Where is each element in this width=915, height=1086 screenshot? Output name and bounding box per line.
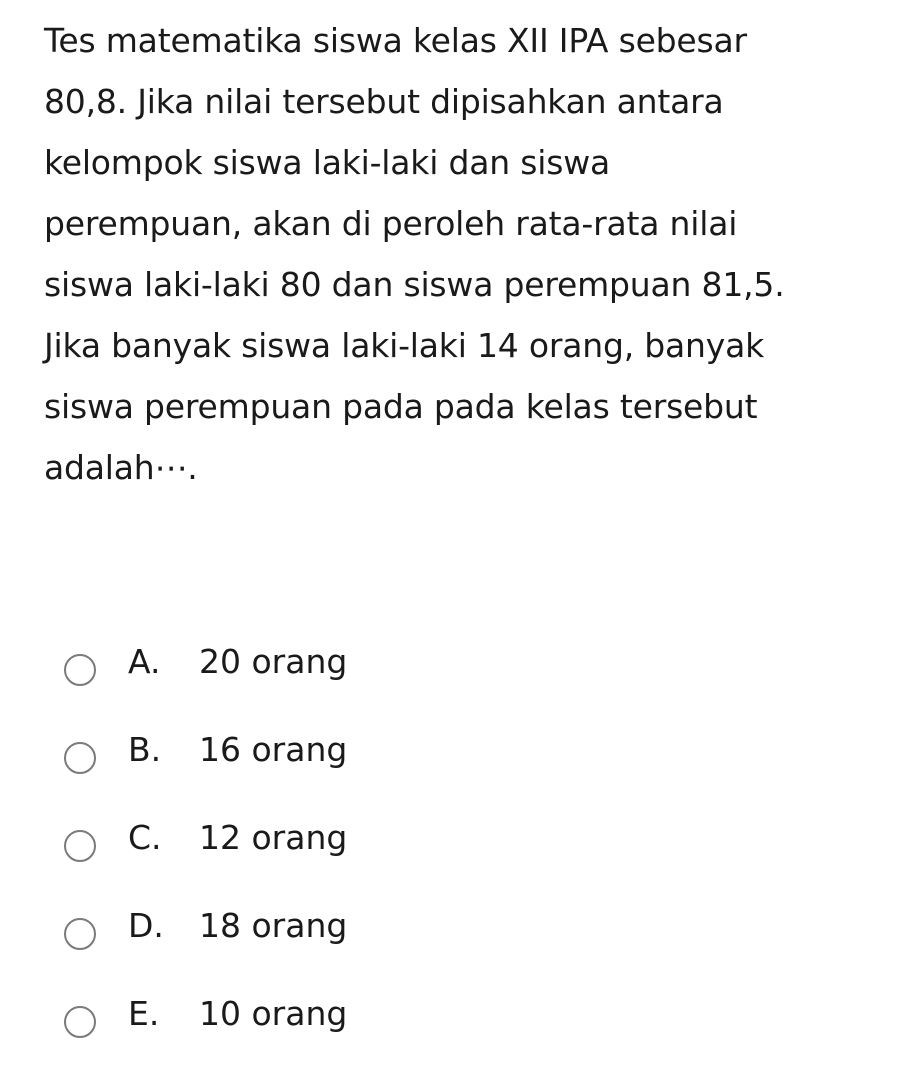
radio-button-d[interactable] xyxy=(64,918,96,950)
option-b[interactable] xyxy=(64,728,664,816)
question-line: perempuan, akan di peroleh rata-rata nilai xyxy=(44,204,738,243)
option-e[interactable] xyxy=(64,992,664,1080)
question-line: kelompok siswa laki-laki dan siswa xyxy=(44,143,611,182)
option-label: 20 orang xyxy=(199,642,348,681)
question-line: adalah⋯. xyxy=(44,448,198,487)
question-line: Jika banyak siswa laki-laki 14 orang, banyak xyxy=(44,326,765,365)
option-letter: C. xyxy=(128,818,162,857)
question-line: siswa perempuan pada pada kelas tersebut xyxy=(44,387,758,426)
radio-button-c[interactable] xyxy=(64,830,96,862)
option-label: 16 orang xyxy=(199,730,348,769)
question-line: 80,8. Jika nilai tersebut dipisahkan antara xyxy=(44,82,724,121)
option-letter: A. xyxy=(128,642,161,681)
option-d[interactable] xyxy=(64,904,664,992)
option-a[interactable] xyxy=(64,640,664,728)
option-label: 12 orang xyxy=(199,818,348,857)
radio-button-b[interactable] xyxy=(64,742,96,774)
question-line: siswa laki-laki 80 dan siswa perempuan 81,5. xyxy=(44,265,785,304)
option-c[interactable] xyxy=(64,816,664,904)
radio-button-a[interactable] xyxy=(64,654,96,686)
option-label: 18 orang xyxy=(199,906,348,945)
option-letter: D. xyxy=(128,906,164,945)
radio-button-e[interactable] xyxy=(64,1006,96,1038)
question-line: Tes matematika siswa kelas XII IPA sebesar xyxy=(44,21,747,60)
option-letter: B. xyxy=(128,730,162,769)
option-letter: E. xyxy=(128,994,160,1033)
question-text xyxy=(44,10,904,498)
option-label: 10 orang xyxy=(199,994,348,1033)
answer-options xyxy=(64,640,664,1080)
